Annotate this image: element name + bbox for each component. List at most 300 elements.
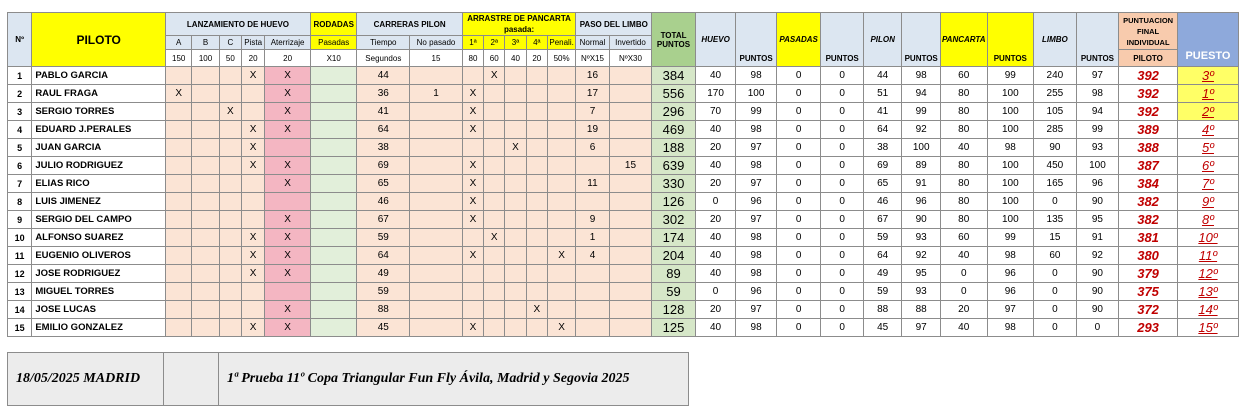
value-tiempo: Segundos bbox=[357, 50, 410, 67]
limbo-puntos-cell: 90 bbox=[1076, 193, 1119, 211]
header-pancarta: PANCARTA bbox=[940, 13, 987, 67]
pilot-name-cell: SERGIO DEL CAMPO bbox=[32, 211, 166, 229]
throw-a-cell bbox=[166, 229, 192, 247]
huevo-value-cell: 20 bbox=[695, 211, 736, 229]
pancarta-4-cell bbox=[526, 157, 547, 175]
limbo-invertido-cell bbox=[609, 211, 652, 229]
limbo-puntos-cell: 91 bbox=[1076, 229, 1119, 247]
pilon-value-cell: 67 bbox=[863, 211, 901, 229]
pilon-no-pasado-cell bbox=[410, 319, 463, 337]
throw-pista-cell: X bbox=[241, 67, 264, 85]
throw-pista-cell: X bbox=[241, 265, 264, 283]
pilon-value-cell: 65 bbox=[863, 175, 901, 193]
throw-c-cell bbox=[219, 301, 241, 319]
header-puntuacion: PUNTUACION FINAL INDIVIDUAL bbox=[1119, 13, 1178, 50]
pilon-puntos-cell: 90 bbox=[902, 211, 940, 229]
final-score-cell: 387 bbox=[1119, 157, 1178, 175]
value-normal: NºX15 bbox=[576, 50, 609, 67]
throw-b-cell bbox=[192, 121, 219, 139]
pasadas-puntos-cell: 0 bbox=[821, 247, 864, 265]
limbo-value-cell: 240 bbox=[1034, 67, 1077, 85]
huevo-value-cell: 40 bbox=[695, 157, 736, 175]
throw-c-cell bbox=[219, 139, 241, 157]
puesto-cell: 4º bbox=[1177, 121, 1238, 139]
puesto-cell: 8º bbox=[1177, 211, 1238, 229]
header-puntos-limbo: PUNTOS bbox=[1076, 13, 1119, 67]
pancarta-puntos-cell: 100 bbox=[987, 193, 1034, 211]
pancarta-puntos-cell: 98 bbox=[987, 247, 1034, 265]
throw-a-cell bbox=[166, 319, 192, 337]
limbo-puntos-cell: 90 bbox=[1076, 265, 1119, 283]
throw-b-cell bbox=[192, 193, 219, 211]
huevo-puntos-cell: 96 bbox=[736, 193, 777, 211]
pancarta-3-cell bbox=[505, 193, 526, 211]
row-number-cell: 4 bbox=[8, 121, 32, 139]
total-puntos-cell: 125 bbox=[652, 319, 696, 337]
limbo-puntos-cell: 93 bbox=[1076, 139, 1119, 157]
pancarta-1-cell: X bbox=[462, 247, 483, 265]
limbo-normal-cell bbox=[576, 319, 609, 337]
total-puntos-cell: 639 bbox=[652, 157, 696, 175]
pancarta-penali-cell bbox=[547, 229, 575, 247]
subheader-3: 3ª bbox=[505, 36, 526, 50]
limbo-value-cell: 60 bbox=[1034, 247, 1077, 265]
total-puntos-cell: 174 bbox=[652, 229, 696, 247]
pancarta-puntos-cell: 100 bbox=[987, 175, 1034, 193]
throw-b-cell bbox=[192, 67, 219, 85]
throw-a-cell bbox=[166, 103, 192, 121]
header-total: TOTAL PUNTOS bbox=[652, 13, 696, 67]
limbo-normal-cell: 11 bbox=[576, 175, 609, 193]
row-number-cell: 8 bbox=[8, 193, 32, 211]
pilon-value-cell: 41 bbox=[863, 103, 901, 121]
huevo-value-cell: 20 bbox=[695, 139, 736, 157]
limbo-normal-cell: 4 bbox=[576, 247, 609, 265]
pancarta-4-cell bbox=[526, 85, 547, 103]
limbo-invertido-cell bbox=[609, 265, 652, 283]
limbo-value-cell: 0 bbox=[1034, 283, 1077, 301]
throw-b-cell bbox=[192, 85, 219, 103]
header-limbo-short: LIMBO bbox=[1034, 13, 1077, 67]
value-nopasado: 15 bbox=[410, 50, 463, 67]
row-number-cell: 13 bbox=[8, 283, 32, 301]
puesto-cell: 13º bbox=[1177, 283, 1238, 301]
pancarta-3-cell bbox=[505, 283, 526, 301]
pancarta-4-cell bbox=[526, 283, 547, 301]
row-number-cell: 7 bbox=[8, 175, 32, 193]
pancarta-2-cell bbox=[484, 247, 505, 265]
pancarta-3-cell bbox=[505, 247, 526, 265]
pancarta-2-cell bbox=[484, 85, 505, 103]
header-pilon: PILON bbox=[863, 13, 901, 67]
limbo-invertido-cell bbox=[609, 103, 652, 121]
pancarta-2-cell bbox=[484, 103, 505, 121]
pasadas-puntos-cell: 0 bbox=[821, 175, 864, 193]
pilot-name-cell: EUGENIO OLIVEROS bbox=[32, 247, 166, 265]
limbo-normal-cell: 19 bbox=[576, 121, 609, 139]
pancarta-3-cell bbox=[505, 265, 526, 283]
rodadas-pasadas-cell bbox=[310, 265, 357, 283]
final-score-cell: 388 bbox=[1119, 139, 1178, 157]
pilot-name-cell: PABLO GARCIA bbox=[32, 67, 166, 85]
value-invertido: NºX30 bbox=[609, 50, 652, 67]
subheader-aterrizaje: Aterrizaje bbox=[265, 36, 311, 50]
pilon-tiempo-cell: 59 bbox=[357, 283, 410, 301]
throw-b-cell bbox=[192, 103, 219, 121]
throw-c-cell bbox=[219, 67, 241, 85]
throw-aterrizaje-cell: X bbox=[265, 175, 311, 193]
subheader-1: 1ª bbox=[462, 36, 483, 50]
throw-pista-cell bbox=[241, 283, 264, 301]
huevo-value-cell: 40 bbox=[695, 121, 736, 139]
rodadas-pasadas-cell bbox=[310, 121, 357, 139]
pilon-value-cell: 44 bbox=[863, 67, 901, 85]
value-3: 40 bbox=[505, 50, 526, 67]
pancarta-2-cell bbox=[484, 301, 505, 319]
limbo-invertido-cell bbox=[609, 121, 652, 139]
huevo-puntos-cell: 97 bbox=[736, 139, 777, 157]
huevo-puntos-cell: 99 bbox=[736, 103, 777, 121]
limbo-value-cell: 450 bbox=[1034, 157, 1077, 175]
pilon-puntos-cell: 93 bbox=[902, 229, 940, 247]
pancarta-puntos-cell: 100 bbox=[987, 103, 1034, 121]
pasadas-value-cell: 0 bbox=[776, 103, 821, 121]
final-score-cell: 372 bbox=[1119, 301, 1178, 319]
pancarta-4-cell bbox=[526, 211, 547, 229]
pancarta-2-cell bbox=[484, 139, 505, 157]
header-rodadas: RODADAS bbox=[310, 13, 357, 36]
throw-a-cell bbox=[166, 193, 192, 211]
row-number-cell: 15 bbox=[8, 319, 32, 337]
pasadas-value-cell: 0 bbox=[776, 157, 821, 175]
pancarta-4-cell bbox=[526, 121, 547, 139]
pancarta-1-cell bbox=[462, 265, 483, 283]
final-score-cell: 382 bbox=[1119, 211, 1178, 229]
pilon-tiempo-cell: 36 bbox=[357, 85, 410, 103]
pancarta-penali-cell bbox=[547, 139, 575, 157]
pancarta-value-cell: 20 bbox=[940, 301, 987, 319]
limbo-invertido-cell bbox=[609, 175, 652, 193]
table-row bbox=[8, 193, 1239, 211]
pancarta-3-cell bbox=[505, 67, 526, 85]
pancarta-penali-cell bbox=[547, 193, 575, 211]
pilon-no-pasado-cell bbox=[410, 157, 463, 175]
pasadas-puntos-cell: 0 bbox=[821, 121, 864, 139]
row-number-cell: 14 bbox=[8, 301, 32, 319]
value-1: 80 bbox=[462, 50, 483, 67]
pilon-no-pasado-cell bbox=[410, 283, 463, 301]
pilot-name-cell: LUIS JIMENEZ bbox=[32, 193, 166, 211]
value-4: 20 bbox=[526, 50, 547, 67]
pilon-tiempo-cell: 69 bbox=[357, 157, 410, 175]
pancarta-1-cell bbox=[462, 229, 483, 247]
limbo-invertido-cell bbox=[609, 229, 652, 247]
pilon-tiempo-cell: 64 bbox=[357, 247, 410, 265]
table-row bbox=[8, 247, 1239, 265]
throw-c-cell bbox=[219, 319, 241, 337]
header-puesto: PUESTO bbox=[1177, 13, 1238, 67]
throw-c-cell bbox=[219, 193, 241, 211]
throw-aterrizaje-cell: X bbox=[265, 121, 311, 139]
limbo-value-cell: 0 bbox=[1034, 265, 1077, 283]
pancarta-penali-cell bbox=[547, 283, 575, 301]
pancarta-3-cell bbox=[505, 175, 526, 193]
pancarta-2-cell bbox=[484, 193, 505, 211]
final-score-cell: 381 bbox=[1119, 229, 1178, 247]
throw-c-cell bbox=[219, 211, 241, 229]
pasadas-value-cell: 0 bbox=[776, 193, 821, 211]
row-number-cell: 10 bbox=[8, 229, 32, 247]
pancarta-puntos-cell: 100 bbox=[987, 121, 1034, 139]
value-b: 100 bbox=[192, 50, 219, 67]
table-row bbox=[8, 229, 1239, 247]
throw-pista-cell: X bbox=[241, 139, 264, 157]
huevo-puntos-cell: 97 bbox=[736, 301, 777, 319]
throw-pista-cell bbox=[241, 193, 264, 211]
pancarta-penali-cell bbox=[547, 301, 575, 319]
pasadas-value-cell: 0 bbox=[776, 139, 821, 157]
pilon-tiempo-cell: 67 bbox=[357, 211, 410, 229]
pilot-name-cell: MIGUEL TORRES bbox=[32, 283, 166, 301]
pasadas-puntos-cell: 0 bbox=[821, 319, 864, 337]
pancarta-3-cell: X bbox=[505, 139, 526, 157]
pilon-puntos-cell: 89 bbox=[902, 157, 940, 175]
limbo-invertido-cell bbox=[609, 85, 652, 103]
pancarta-value-cell: 80 bbox=[940, 85, 987, 103]
pancarta-3-cell bbox=[505, 211, 526, 229]
huevo-value-cell: 0 bbox=[695, 283, 736, 301]
limbo-puntos-cell: 96 bbox=[1076, 175, 1119, 193]
rodadas-pasadas-cell bbox=[310, 139, 357, 157]
pilot-name-cell: RAUL FRAGA bbox=[32, 85, 166, 103]
pasadas-puntos-cell: 0 bbox=[821, 85, 864, 103]
row-number-cell: 9 bbox=[8, 211, 32, 229]
rodadas-pasadas-cell bbox=[310, 211, 357, 229]
throw-c-cell bbox=[219, 157, 241, 175]
pasadas-puntos-cell: 0 bbox=[821, 283, 864, 301]
pilon-value-cell: 45 bbox=[863, 319, 901, 337]
pancarta-1-cell: X bbox=[462, 193, 483, 211]
throw-aterrizaje-cell: X bbox=[265, 229, 311, 247]
pancarta-puntos-cell: 100 bbox=[987, 211, 1034, 229]
throw-aterrizaje-cell: X bbox=[265, 301, 311, 319]
total-puntos-cell: 302 bbox=[652, 211, 696, 229]
pancarta-penali-cell bbox=[547, 103, 575, 121]
pancarta-1-cell: X bbox=[462, 319, 483, 337]
pancarta-puntos-cell: 98 bbox=[987, 139, 1034, 157]
pancarta-puntos-cell: 97 bbox=[987, 301, 1034, 319]
total-puntos-cell: 126 bbox=[652, 193, 696, 211]
pasadas-value-cell: 0 bbox=[776, 229, 821, 247]
pilon-value-cell: 51 bbox=[863, 85, 901, 103]
final-score-cell: 392 bbox=[1119, 85, 1178, 103]
pilon-puntos-cell: 99 bbox=[902, 103, 940, 121]
throw-pista-cell: X bbox=[241, 157, 264, 175]
pancarta-value-cell: 80 bbox=[940, 157, 987, 175]
pancarta-value-cell: 80 bbox=[940, 211, 987, 229]
total-puntos-cell: 204 bbox=[652, 247, 696, 265]
footer-date: 18/05/2025 MADRID bbox=[8, 353, 164, 406]
pilon-tiempo-cell: 64 bbox=[357, 121, 410, 139]
pilot-name-cell: SERGIO TORRES bbox=[32, 103, 166, 121]
pancarta-4-cell bbox=[526, 67, 547, 85]
puesto-cell: 14º bbox=[1177, 301, 1238, 319]
throw-a-cell bbox=[166, 121, 192, 139]
pancarta-2-cell bbox=[484, 121, 505, 139]
throw-aterrizaje-cell: X bbox=[265, 157, 311, 175]
puesto-cell: 6º bbox=[1177, 157, 1238, 175]
huevo-value-cell: 70 bbox=[695, 103, 736, 121]
header-puntos-pancarta: PUNTOS bbox=[987, 13, 1034, 67]
table-row bbox=[8, 265, 1239, 283]
limbo-value-cell: 255 bbox=[1034, 85, 1077, 103]
throw-b-cell bbox=[192, 229, 219, 247]
final-score-cell: 392 bbox=[1119, 67, 1178, 85]
pilot-name-cell: JOSE LUCAS bbox=[32, 301, 166, 319]
pilon-no-pasado-cell bbox=[410, 265, 463, 283]
rodadas-pasadas-cell bbox=[310, 175, 357, 193]
rodadas-pasadas-cell bbox=[310, 301, 357, 319]
huevo-puntos-cell: 98 bbox=[736, 319, 777, 337]
pilon-no-pasado-cell bbox=[410, 301, 463, 319]
header-huevo: HUEVO bbox=[695, 13, 736, 67]
subheader-tiempo: Tiempo bbox=[357, 36, 410, 50]
pancarta-4-cell bbox=[526, 175, 547, 193]
pancarta-puntos-cell: 96 bbox=[987, 283, 1034, 301]
pancarta-penali-cell bbox=[547, 211, 575, 229]
limbo-invertido-cell bbox=[609, 67, 652, 85]
pasadas-value-cell: 0 bbox=[776, 85, 821, 103]
throw-aterrizaje-cell bbox=[265, 193, 311, 211]
puesto-cell: 7º bbox=[1177, 175, 1238, 193]
throw-aterrizaje-cell bbox=[265, 283, 311, 301]
limbo-normal-cell: 9 bbox=[576, 211, 609, 229]
huevo-value-cell: 40 bbox=[695, 229, 736, 247]
subheader-c: C bbox=[219, 36, 241, 50]
header-puntos-pilon: PUNTOS bbox=[902, 13, 940, 67]
pasadas-puntos-cell: 0 bbox=[821, 139, 864, 157]
footer-event: 1ª Prueba 11º Copa Triangular Fun Fly Ávila, Madrid y Segovia 2025 bbox=[219, 353, 689, 406]
pilon-value-cell: 59 bbox=[863, 229, 901, 247]
row-number-cell: 12 bbox=[8, 265, 32, 283]
limbo-normal-cell: 16 bbox=[576, 67, 609, 85]
throw-aterrizaje-cell bbox=[265, 139, 311, 157]
huevo-puntos-cell: 97 bbox=[736, 175, 777, 193]
huevo-value-cell: 0 bbox=[695, 193, 736, 211]
pancarta-4-cell bbox=[526, 247, 547, 265]
throw-pista-cell bbox=[241, 211, 264, 229]
final-score-cell: 392 bbox=[1119, 103, 1178, 121]
pilon-value-cell: 64 bbox=[863, 247, 901, 265]
huevo-puntos-cell: 98 bbox=[736, 67, 777, 85]
limbo-normal-cell: 7 bbox=[576, 103, 609, 121]
header-piloto: PILOTO bbox=[32, 13, 166, 67]
pancarta-value-cell: 40 bbox=[940, 247, 987, 265]
pilon-value-cell: 38 bbox=[863, 139, 901, 157]
pilon-puntos-cell: 93 bbox=[902, 283, 940, 301]
table-row bbox=[8, 175, 1239, 193]
throw-a-cell bbox=[166, 301, 192, 319]
throw-c-cell bbox=[219, 121, 241, 139]
header-num: Nº bbox=[8, 13, 32, 67]
table-row bbox=[8, 121, 1239, 139]
pancarta-2-cell bbox=[484, 265, 505, 283]
total-puntos-cell: 330 bbox=[652, 175, 696, 193]
pancarta-1-cell bbox=[462, 139, 483, 157]
pancarta-2-cell bbox=[484, 283, 505, 301]
pasadas-puntos-cell: 0 bbox=[821, 193, 864, 211]
limbo-invertido-cell bbox=[609, 283, 652, 301]
throw-c-cell bbox=[219, 175, 241, 193]
pancarta-2-cell: X bbox=[484, 229, 505, 247]
pancarta-puntos-cell: 100 bbox=[987, 157, 1034, 175]
row-number-cell: 11 bbox=[8, 247, 32, 265]
pancarta-penali-cell: X bbox=[547, 319, 575, 337]
huevo-value-cell: 170 bbox=[695, 85, 736, 103]
limbo-puntos-cell: 92 bbox=[1076, 247, 1119, 265]
pilon-value-cell: 46 bbox=[863, 193, 901, 211]
final-score-cell: 380 bbox=[1119, 247, 1178, 265]
puesto-cell: 11º bbox=[1177, 247, 1238, 265]
final-score-cell: 379 bbox=[1119, 265, 1178, 283]
pancarta-2-cell bbox=[484, 157, 505, 175]
table-row bbox=[8, 157, 1239, 175]
pancarta-3-cell bbox=[505, 157, 526, 175]
total-puntos-cell: 469 bbox=[652, 121, 696, 139]
huevo-value-cell: 20 bbox=[695, 301, 736, 319]
throw-aterrizaje-cell: X bbox=[265, 85, 311, 103]
value-pista: 20 bbox=[241, 50, 264, 67]
pilon-tiempo-cell: 88 bbox=[357, 301, 410, 319]
total-puntos-cell: 59 bbox=[652, 283, 696, 301]
puesto-cell: 1º bbox=[1177, 85, 1238, 103]
final-score-cell: 293 bbox=[1119, 319, 1178, 337]
pilon-no-pasado-cell bbox=[410, 193, 463, 211]
puesto-cell: 2º bbox=[1177, 103, 1238, 121]
throw-aterrizaje-cell: X bbox=[265, 67, 311, 85]
throw-aterrizaje-cell: X bbox=[265, 265, 311, 283]
arrastre-subtitle: pasada: bbox=[503, 25, 535, 34]
limbo-invertido-cell bbox=[609, 139, 652, 157]
pasadas-value-cell: 0 bbox=[776, 121, 821, 139]
throw-c-cell: X bbox=[219, 103, 241, 121]
limbo-puntos-cell: 95 bbox=[1076, 211, 1119, 229]
pilot-name-cell: ALFONSO SUAREZ bbox=[32, 229, 166, 247]
pasadas-value-cell: 0 bbox=[776, 283, 821, 301]
pancarta-value-cell: 80 bbox=[940, 193, 987, 211]
pancarta-2-cell bbox=[484, 211, 505, 229]
pasadas-value-cell: 0 bbox=[776, 319, 821, 337]
pilon-tiempo-cell: 59 bbox=[357, 229, 410, 247]
pilon-tiempo-cell: 49 bbox=[357, 265, 410, 283]
limbo-normal-cell: 17 bbox=[576, 85, 609, 103]
pilon-tiempo-cell: 41 bbox=[357, 103, 410, 121]
throw-pista-cell: X bbox=[241, 319, 264, 337]
row-number-cell: 5 bbox=[8, 139, 32, 157]
pilon-no-pasado-cell bbox=[410, 211, 463, 229]
pancarta-1-cell: X bbox=[462, 103, 483, 121]
throw-b-cell bbox=[192, 139, 219, 157]
throw-a-cell bbox=[166, 139, 192, 157]
value-a: 150 bbox=[166, 50, 192, 67]
throw-a-cell bbox=[166, 265, 192, 283]
throw-pista-cell: X bbox=[241, 247, 264, 265]
total-puntos-cell: 556 bbox=[652, 85, 696, 103]
pilon-puntos-cell: 100 bbox=[902, 139, 940, 157]
huevo-puntos-cell: 100 bbox=[736, 85, 777, 103]
throw-pista-cell bbox=[241, 175, 264, 193]
pancarta-puntos-cell: 98 bbox=[987, 319, 1034, 337]
